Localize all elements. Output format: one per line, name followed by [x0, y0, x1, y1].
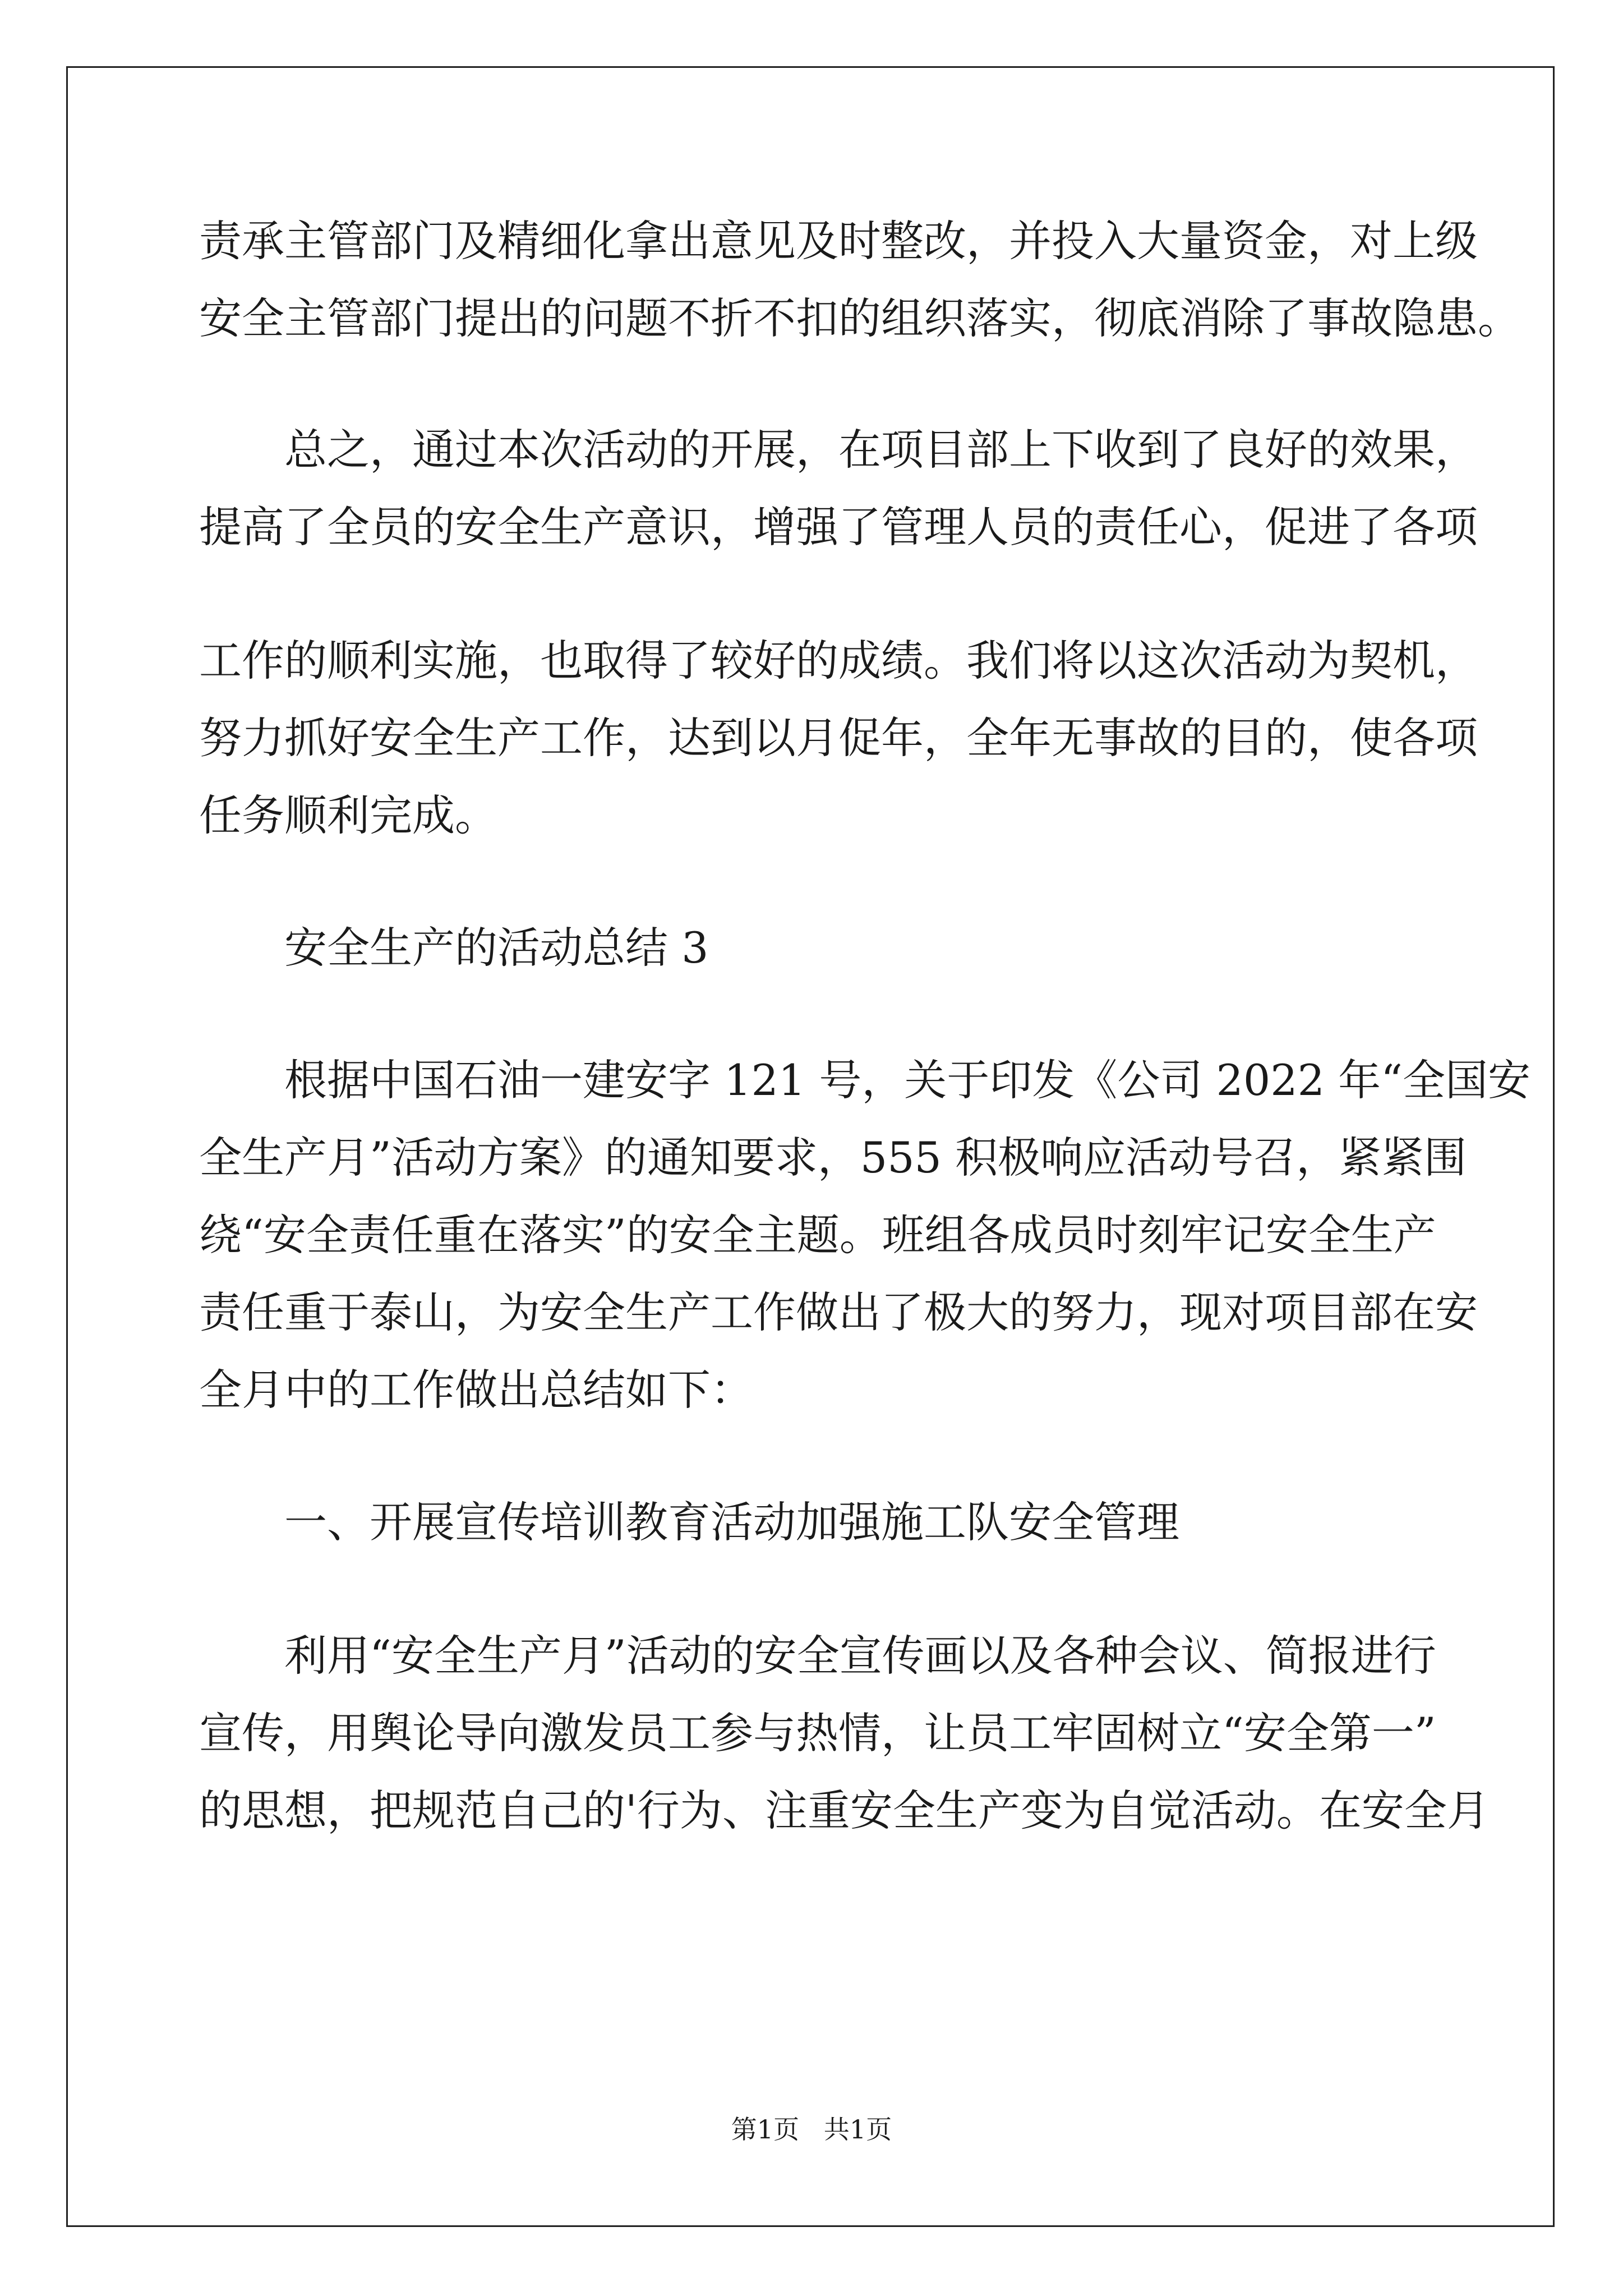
subsection-heading: 一、开展宣传培训教育活动加强施工队安全管理	[199, 1497, 1179, 1547]
text-line: 绕“安全责任重在落实”的安全主题。班组各成员时刻牢记安全生产	[199, 1210, 1436, 1260]
text-line: 责任重于泰山，为安全生产工作做出了极大的努力，现对项目部在安	[199, 1287, 1478, 1337]
text-line: 工作的顺利实施，也取得了较好的成绩。我们将以这次活动为契机，	[199, 636, 1478, 685]
text-line: 任务顺利完成。	[199, 790, 497, 840]
text-line: 安全主管部门提出的问题不折不扣的组织落实，彻底消除了事故隐患。	[199, 293, 1520, 343]
text-line: 提高了全员的安全生产意识，增强了管理人员的责任心，促进了各项	[199, 502, 1478, 552]
section-heading: 安全生产的活动总结 3	[199, 923, 709, 973]
page-number-footer: 第1页 共1页	[731, 2114, 892, 2145]
text-line: 利用“安全生产月”活动的安全宣传画以及各种会议、简报进行	[199, 1631, 1436, 1681]
text-line: 全月中的工作做出总结如下：	[199, 1365, 753, 1415]
text-line: 总之，通过本次活动的开展，在项目部上下收到了良好的效果，	[199, 425, 1478, 475]
text-line: 的思想，把规范自己的'行为、注重安全生产变为自觉活动。在安全月	[199, 1786, 1490, 1835]
text-line: 全生产月”活动方案》的通知要求，555 积极响应活动号召，紧紧围	[199, 1133, 1467, 1182]
text-line: 根据中国石油一建安字 121 号，关于印发《公司 2022 年“全国安	[199, 1055, 1530, 1105]
text-line: 努力抓好安全生产工作，达到以月促年，全年无事故的目的，使各项	[199, 713, 1478, 763]
text-line: 责承主管部门及精细化拿出意见及时整改，并投入大量资金，对上级	[199, 216, 1478, 266]
text-line: 宣传，用舆论导向激发员工参与热情，让员工牢固树立“安全第一”	[199, 1708, 1436, 1758]
